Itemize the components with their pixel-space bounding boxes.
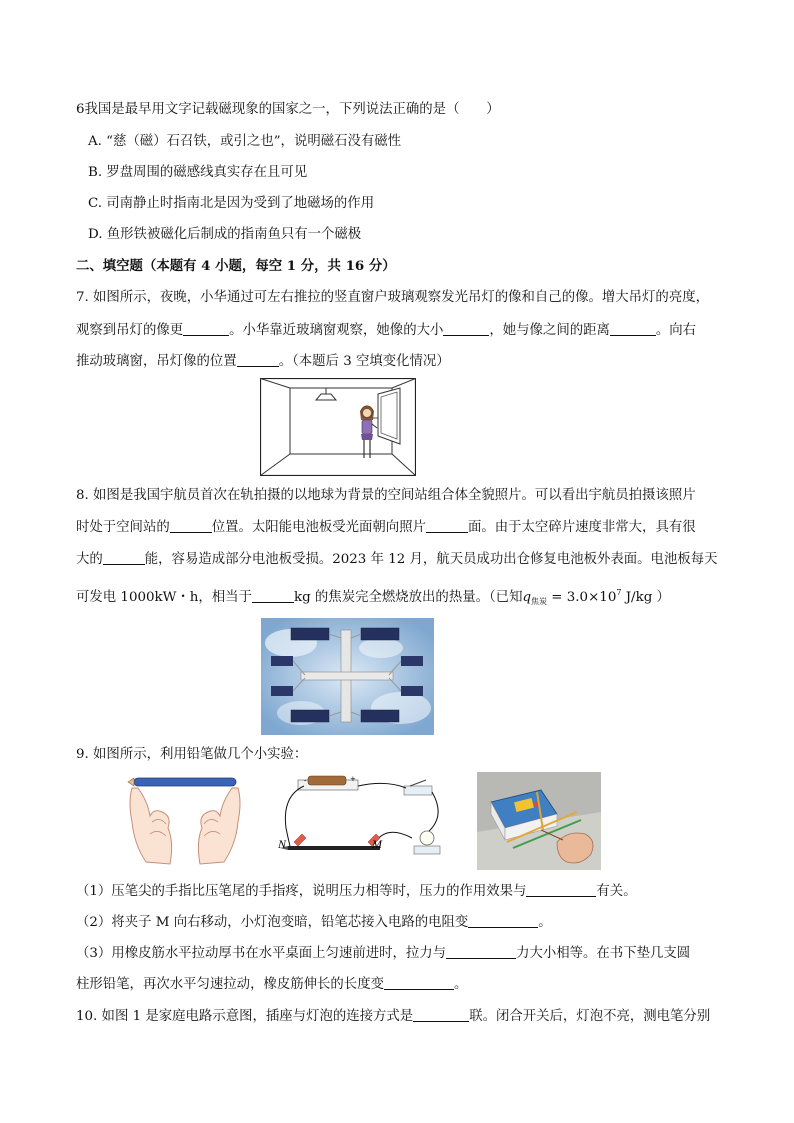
answer-blank [426,518,468,533]
q6-option-b: B. 罗盘周围的磁感线真实存在且可见 [88,165,308,180]
right-hand-icon [198,788,240,864]
room-figure [260,378,416,476]
q7-line-2: 观察到吊灯的像更 。小华靠近玻璃窗观察，她像的大小 ，她与像之间的距离 。向右 [76,323,697,338]
q6-stem: 6我国是最早用文字记载磁现象的国家之一，下列说法正确的是（ ） [76,102,500,117]
q7-line-3: 推动玻璃窗，吊灯像的位置 。（本题后 3 空填变化情况） [76,354,450,369]
q9-part-3: （3）用橡皮筋水平拉动厚书在水平桌面上匀速前进时，拉力与 力大小相等。在书下垫几支圆 [76,946,691,961]
q8-line-3: 大的 能，容易造成部分电池板受损。2023 年 12 月，航天员成功出仓修复电池板外表面。电池板每天 [76,552,718,567]
bulb-icon [414,831,440,854]
answer-blank [237,352,279,367]
q7-line-1: 7. 如图所示，夜晚，小华通过可左右推拉的竖直窗户玻璃观察发光吊灯的像和自己的像。增大吊灯的亮度， [76,290,709,305]
label-n: N [278,837,287,851]
label-m: M [372,837,382,851]
battery-icon [298,775,358,790]
svg-text:-: - [304,777,307,785]
space-station-photo [261,618,434,735]
answer-blank [103,550,145,565]
answer-blank [252,588,294,603]
answer-blank [443,321,489,336]
answer-blank [446,944,516,959]
q9-stem: 9. 如图所示，利用铅笔做几个小实验： [76,747,308,762]
q6-option-d: D. 鱼形铁被磁化后制成的指南鱼只有一个磁极 [88,227,362,242]
switch-icon [404,780,432,795]
answer-blank [413,1007,469,1022]
answer-blank [468,913,538,928]
circuit-figure [276,772,446,860]
answer-blank [170,518,212,533]
clip-n-icon [294,834,306,846]
answer-blank [610,321,656,336]
q9-part-2: （2）将夹子 M 向右移动，小灯泡变暗，铅笔芯接入电路的电阻变 。 [76,915,552,930]
q8-line-4: 可发电 1000kW・h，相当于 kg 的焦炭完全燃烧放出的热量。（已知$q_{焦炭} = 3.0\times 10^7$ J/kg ） [76,588,670,606]
q9-part-1: （1）压笔尖的手指比压笔尾的手指疼，说明压力相等时，压力的作用效果与 有关。 [76,884,637,899]
q6-option-c: C. 司南静止时指南北是因为受到了地磁场的作用 [88,196,375,211]
answer-blank [384,975,454,990]
q8-line-2: 时处于空间站的 位置。太阳能电池板受光面朝向照片 面。由于太空碎片速度非常大，具有很 [76,520,696,535]
svg-text:+: + [350,775,356,783]
answer-blank [183,321,229,336]
section-heading: 二、填空题（本题有 4 小题，每空 1 分，共 16 分） [76,258,396,274]
q10-line-1: 10. 如图 1 是家庭电路示意图，插座与灯泡的连接方式是 联。闭合开关后，灯泡不亮，测电笔分别 [76,1009,711,1024]
answer-blank [526,882,596,897]
q6-option-a: A. “慈（磁）石召铁，或引之也”，说明磁石没有磁性 [88,134,402,149]
lead-pencil-icon [280,846,380,850]
pencil-hands-figure [126,772,246,872]
q8-line-1: 8. 如图是我国宇航员首次在轨拍摄的以地球为背景的空间站组合体全貌照片。可以看出宇航员拍摄该照片 [76,488,696,503]
left-hand-icon [130,788,172,864]
q9-part-3-cont: 柱形铅笔，再次水平匀速拉动，橡皮筋伸长的长度变 。 [76,977,468,992]
book-pull-figure [477,772,601,870]
